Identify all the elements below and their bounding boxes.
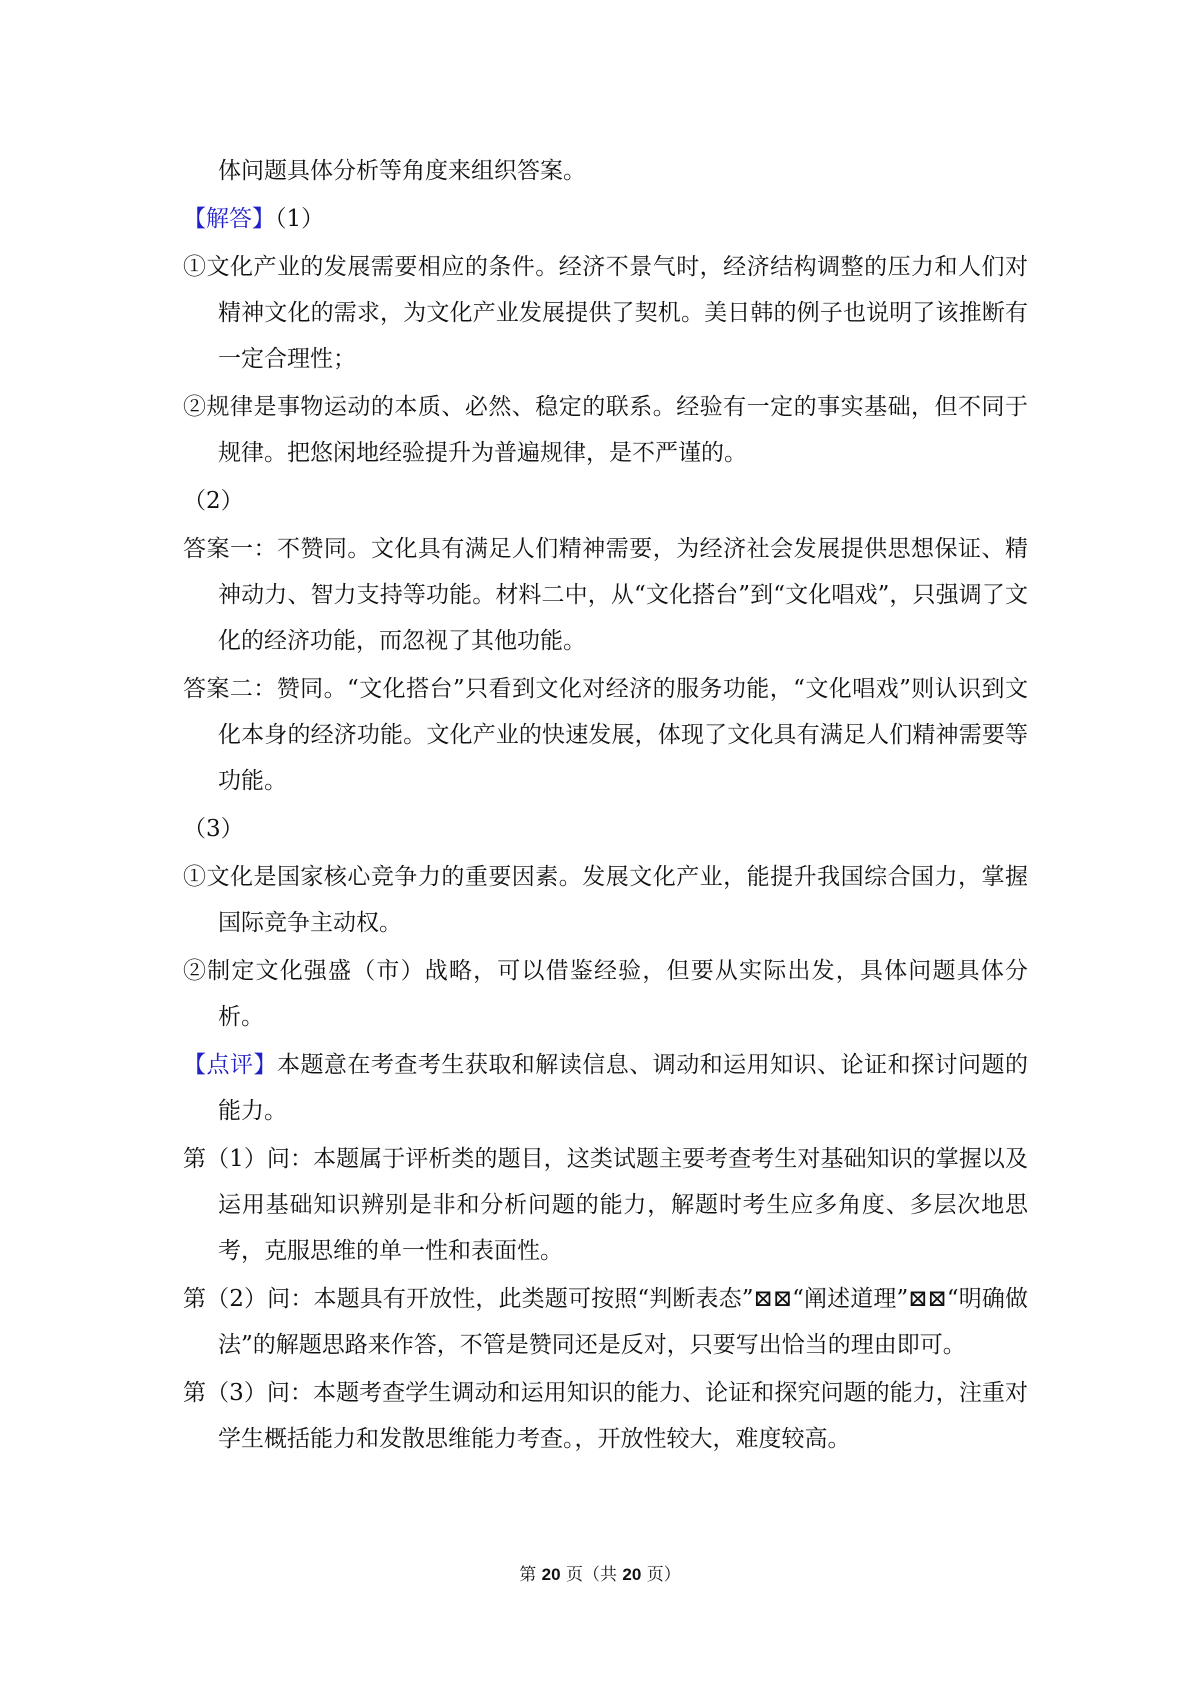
answer-heading — [183, 196, 1028, 242]
page-footer — [0, 1560, 1200, 1585]
answer-2-option-2: 答案二：赞同。“文化搭台”只看到文化对经济的服务功能，“文化唱戏”则认识到文化本身的经济功能。文化产业的快速发展，体现了文化具有满足人们精神需要等功能。 — [183, 676, 1028, 794]
footer-suffix: 页） — [646, 1565, 681, 1585]
answer-3-point-1: ①文化是国家核心竞争力的重要因素。发展文化产业，能提升我国综合国力，掌握国际竞争主动权。 — [183, 864, 1028, 936]
answer-2-option-1: 答案一：不赞同。文化具有满足人们精神需要，为经济社会发展提供思想保证、精神动力、智力支持等功能。材料二中，从“文化搭台”到“文化唱戏”，只强调了文化的经济功能，而忽视了其他功能。 — [183, 536, 1028, 654]
answer-part-3-label: （3） — [183, 816, 244, 842]
answer-tag: 【解答】 — [183, 206, 275, 232]
review-question-2: 第（2）问：本题具有开放性，此类题可按照“判断表态”⊠⊠“阐述道理”⊠⊠“明确做法”的解题思路来作答，不管是赞同还是反对，只要写出恰当的理由即可。 — [183, 1286, 1028, 1358]
answer-3-point-2: ②制定文化强盛（市）战略，可以借鉴经验，但要从实际出发，具体问题具体分析。 — [183, 958, 1028, 1030]
review-paragraph — [183, 1042, 1028, 1134]
paragraph-continuation: 体问题具体分析等角度来组织答案。 — [218, 158, 586, 184]
review-question-1: 第（1）问：本题属于评析类的题目，这类试题主要考查考生对基础知识的掌握以及运用基础知识辨别是非和分析问题的能力，解题时考生应多角度、多层次地思考，克服思维的单一性和表面性。 — [183, 1146, 1028, 1264]
answer-part-2-label: （2） — [183, 488, 244, 514]
answer-part-1-label: （1） — [275, 206, 325, 232]
review-question-3: 第（3）问：本题考查学生调动和运用知识的能力、论证和探究问题的能力，注重对学生概括能力和发散思维能力考查。，开放性较大，难度较高。 — [183, 1380, 1028, 1452]
document-body — [183, 148, 1028, 1464]
footer-middle: 页（共 — [566, 1565, 617, 1585]
footer-total-pages: 20 — [622, 1565, 642, 1584]
answer-1-point-1: ①文化产业的发展需要相应的条件。经济不景气时，经济结构调整的压力和人们对精神文化的需求，为文化产业发展提供了契机。美日韩的例子也说明了该推断有一定合理性； — [183, 254, 1028, 372]
footer-page-number: 20 — [541, 1565, 561, 1584]
answer-1-point-2: ②规律是事物运动的本质、必然、稳定的联系。经验有一定的事实基础，但不同于规律。把悠闲地经验提升为普遍规律，是不严谨的。 — [183, 394, 1028, 466]
review-text: 本题意在考查考生获取和解读信息、调动和运用知识、论证和探讨问题的能力。 — [218, 1052, 1029, 1124]
review-tag: 【点评】 — [183, 1052, 277, 1078]
footer-prefix: 第 — [519, 1565, 537, 1585]
